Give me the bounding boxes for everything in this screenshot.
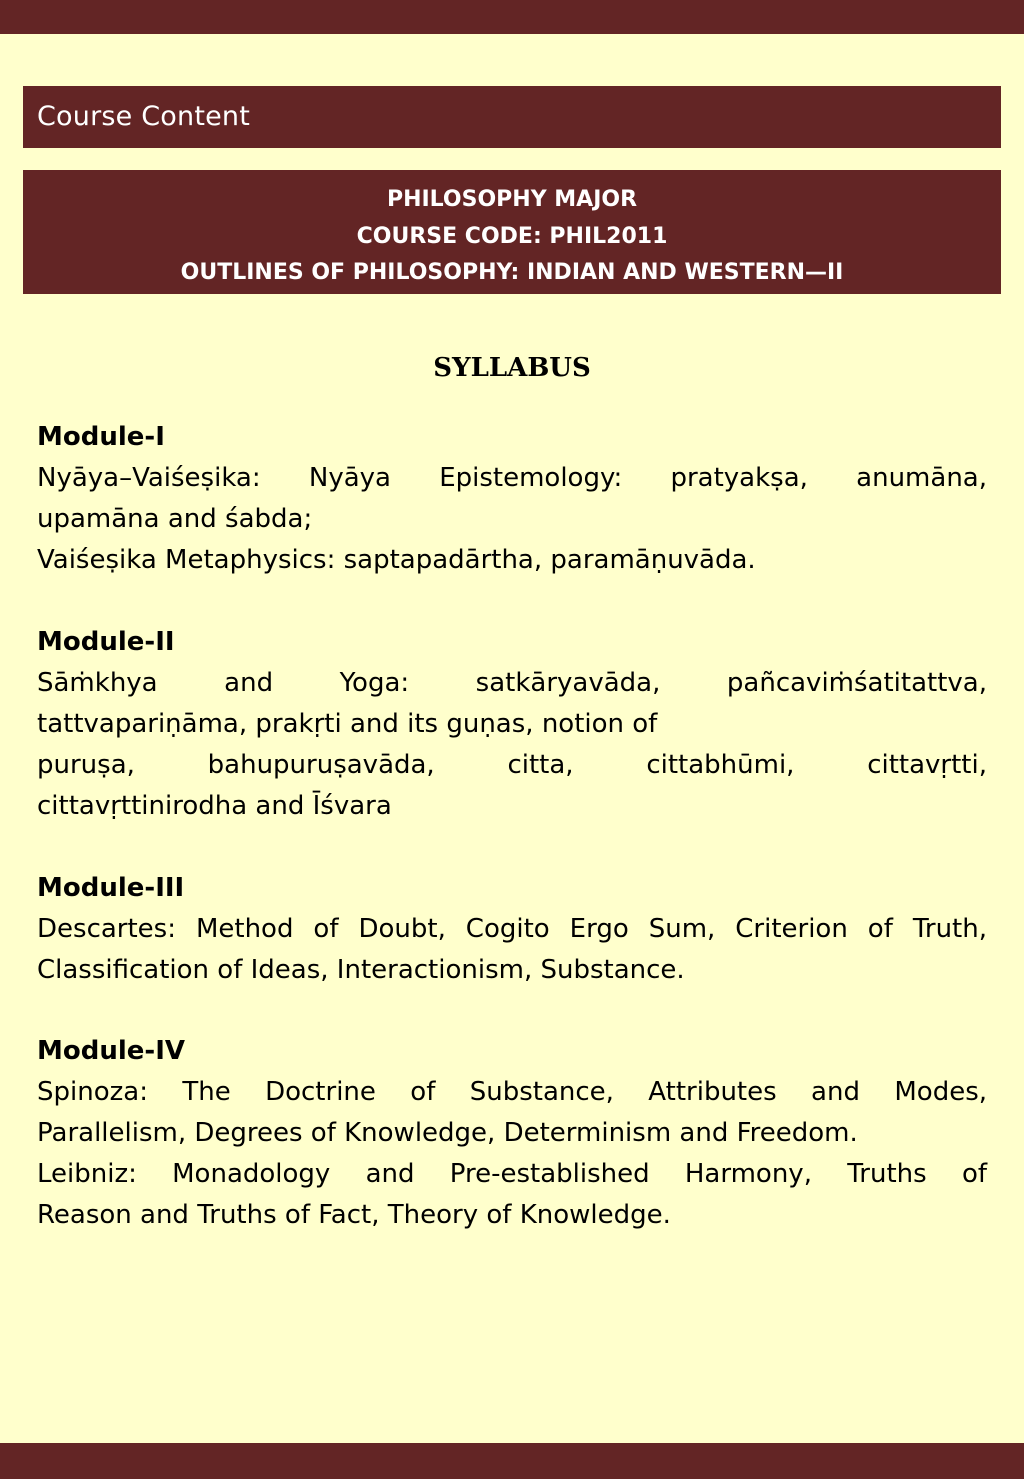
module-title: Module-III	[37, 873, 185, 903]
module-text-line: Leibniz: Monadology and Pre-established Harmony, Truths of	[37, 1159, 987, 1189]
module-text-line: upamāna and śabda;	[37, 504, 313, 534]
bottom-decorative-bar	[0, 1443, 1024, 1479]
course-title: OUTLINES OF PHILOSOPHY: INDIAN AND WESTERN—II	[180, 260, 844, 285]
module-text-line: cittavṛttinirodha and Īśvara	[37, 791, 392, 821]
module-text-line: Descartes: Method of Doubt, Cogito Ergo Sum, Criterion of Truth,	[37, 914, 987, 944]
module-4	[37, 1031, 987, 1236]
module-text-line: puruṣa, bahupuruṣavāda, citta, cittabhūmi, cittavṛtti,	[37, 750, 987, 780]
module-text-line: Parallelism, Degrees of Knowledge, Determinism and Freedom.	[37, 1118, 858, 1148]
section-header-title: Course Content	[37, 101, 251, 132]
top-decorative-bar	[0, 0, 1024, 34]
module-1	[37, 417, 987, 581]
module-title: Module-II	[37, 627, 175, 657]
course-code: COURSE CODE: PHIL2011	[356, 223, 668, 249]
module-title: Module-I	[37, 422, 165, 452]
module-text-line: Vaiśeṣika Metaphysics: saptapadārtha, paramāṇuvāda.	[37, 545, 756, 575]
course-major: PHILOSOPHY MAJOR	[386, 187, 638, 212]
module-text-line: Reason and Truths of Fact, Theory of Knowledge.	[37, 1200, 671, 1230]
module-2	[37, 622, 987, 827]
syllabus-heading: SYLLABUS	[433, 353, 591, 383]
course-banner	[23, 170, 1001, 294]
module-text-line: Classification of Ideas, Interactionism, Substance.	[37, 955, 685, 985]
module-text-line: tattvapariṇāma, prakṛti and its guṇas, notion of	[37, 709, 658, 739]
module-text-line: Spinoza: The Doctrine of Substance, Attributes and Modes,	[37, 1077, 987, 1107]
module-text-line: Nyāya–Vaiśeṣika: Nyāya Epistemology: pratyakṣa, anumāna,	[37, 463, 987, 493]
module-3	[37, 868, 987, 991]
module-text-line: Sāṁkhya and Yoga: satkāryavāda, pañcaviṁśatitattva,	[37, 668, 987, 698]
module-title: Module-IV	[37, 1036, 185, 1066]
section-header	[23, 86, 1001, 148]
